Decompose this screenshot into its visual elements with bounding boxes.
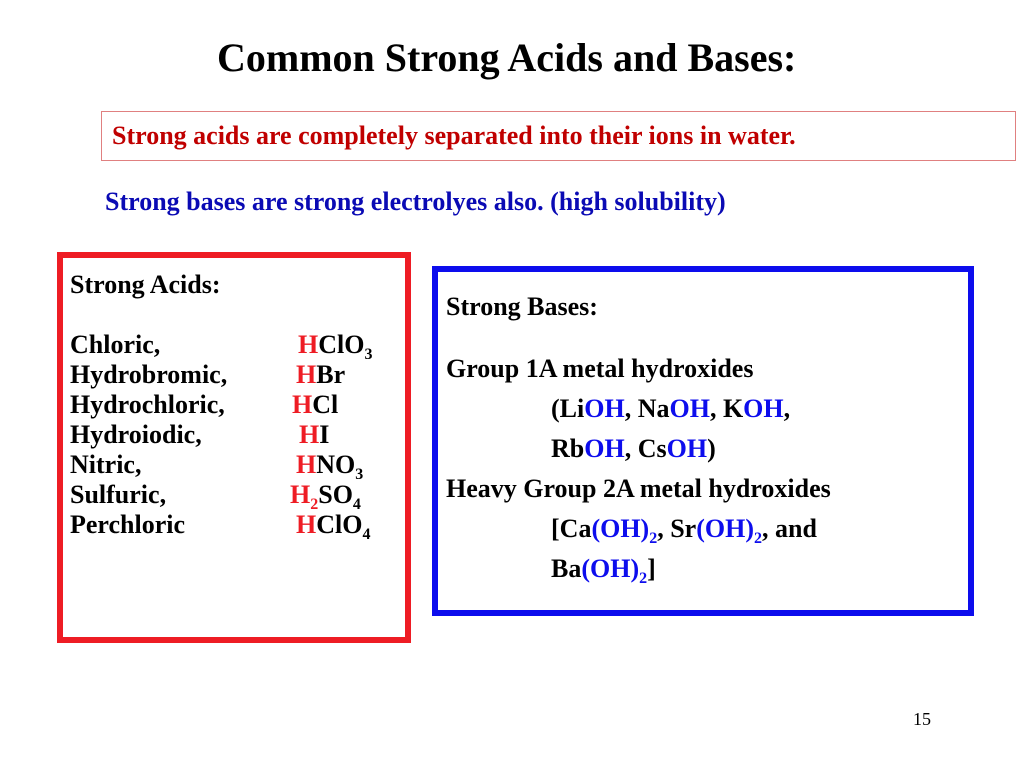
group1-formulas-line2: [446, 429, 968, 469]
hydroxide: OH: [584, 434, 625, 463]
acid-row: [70, 420, 405, 450]
acid-hydrogen: H: [299, 420, 320, 449]
acid-anion: Cl: [312, 390, 339, 419]
acids-heading-label: Strong Acids:: [70, 270, 221, 299]
group2-label: Heavy Group 2A metal hydroxides: [446, 474, 831, 503]
acid-hydrogen: H: [296, 510, 317, 539]
acid-name: Hydrobromic,: [70, 360, 228, 389]
acid-hydrogen: H: [296, 360, 317, 389]
acid-formula: [299, 420, 329, 450]
acid-row: [70, 510, 405, 544]
base-metal: Na: [637, 394, 670, 423]
acid-anion: I: [319, 420, 330, 449]
bases-heading: Strong Bases:: [446, 292, 598, 321]
open-paren: (: [551, 394, 560, 423]
hydroxide-subscript: 2: [639, 570, 648, 588]
acid-formula: [292, 390, 338, 420]
acid-row: [70, 390, 405, 420]
separator: ,: [624, 394, 638, 423]
acid-formula: [296, 510, 371, 544]
acids-list: [70, 330, 405, 544]
strong-bases-box: [432, 266, 974, 616]
acid-anion: ClO: [316, 510, 363, 539]
acid-hydrogen-subscript: 2: [310, 496, 319, 514]
acid-anion: Br: [316, 360, 346, 389]
acid-anion-subscript: 4: [362, 526, 371, 544]
hydroxide: (OH): [591, 514, 650, 543]
hydroxide: (OH): [696, 514, 754, 543]
acid-name: Hydroiodic,: [70, 420, 202, 449]
hydroxide: (OH): [581, 554, 640, 583]
base-metal: Sr: [670, 514, 697, 543]
acid-anion: SO: [318, 480, 353, 509]
hydroxide: OH: [669, 394, 710, 423]
acid-name: Chloric,: [70, 330, 161, 359]
group1-label: Group 1A metal hydroxides: [446, 354, 754, 383]
base-metal: Ca: [559, 514, 592, 543]
acid-name: Nitric,: [70, 450, 142, 479]
acid-anion: ClO: [318, 330, 365, 359]
base-metal: Cs: [637, 434, 667, 463]
acid-formula: [290, 480, 361, 514]
acid-hydrogen: H: [298, 330, 319, 359]
page-number: 15: [913, 709, 931, 729]
acid-hydrogen: H: [292, 390, 313, 419]
acid-hydrogen: H: [296, 450, 317, 479]
acid-formula: [298, 330, 373, 364]
acids-note-text: Strong acids are completely separated into their ions in water.: [112, 121, 796, 150]
close-bracket: ]: [647, 554, 656, 583]
acid-formula: [296, 450, 364, 484]
acid-row: [70, 480, 405, 514]
acids-heading: [70, 270, 405, 330]
acids-note-box: [101, 111, 1016, 161]
acid-row: [70, 450, 405, 484]
open-bracket: [: [551, 514, 560, 543]
acid-row: [70, 360, 405, 390]
bases-spacer: [446, 327, 968, 349]
bases-note-text: Strong bases are strong electrolyes also. (high solubility): [105, 187, 726, 216]
hydroxide-subscript: 2: [649, 530, 658, 548]
base-metal: K: [722, 394, 744, 423]
acid-anion-subscript: 4: [352, 496, 361, 514]
base-metal: Ba: [551, 554, 582, 583]
separator: ,: [624, 434, 638, 463]
hydroxide: OH: [743, 394, 784, 423]
separator: ,: [783, 394, 791, 423]
separator: ,: [709, 394, 723, 423]
strong-acids-box: [57, 252, 411, 643]
hydroxide: OH: [584, 394, 625, 423]
acid-row: [70, 330, 405, 364]
group1-formulas-line1: [446, 389, 968, 429]
group2-formulas-line1: [446, 509, 968, 549]
acid-anion: NO: [316, 450, 356, 479]
acid-name: Perchloric: [70, 510, 186, 539]
acid-formula: [296, 360, 345, 390]
acid-anion-subscript: 3: [355, 466, 364, 484]
acid-hydrogen: H: [290, 480, 311, 509]
close-paren: ): [707, 434, 716, 463]
separator: , and: [761, 514, 817, 543]
acid-anion-subscript: 3: [364, 346, 373, 364]
acid-name: Sulfuric,: [70, 480, 167, 509]
acid-name: Hydrochloric,: [70, 390, 225, 419]
slide-title: Common Strong Acids and Bases:: [217, 35, 797, 80]
hydroxide: OH: [666, 434, 708, 463]
group2-formulas-line2: [446, 549, 968, 589]
base-metal: Li: [559, 394, 585, 423]
separator: ,: [657, 514, 671, 543]
base-metal: Rb: [551, 434, 585, 463]
hydroxide-subscript: 2: [753, 530, 762, 548]
